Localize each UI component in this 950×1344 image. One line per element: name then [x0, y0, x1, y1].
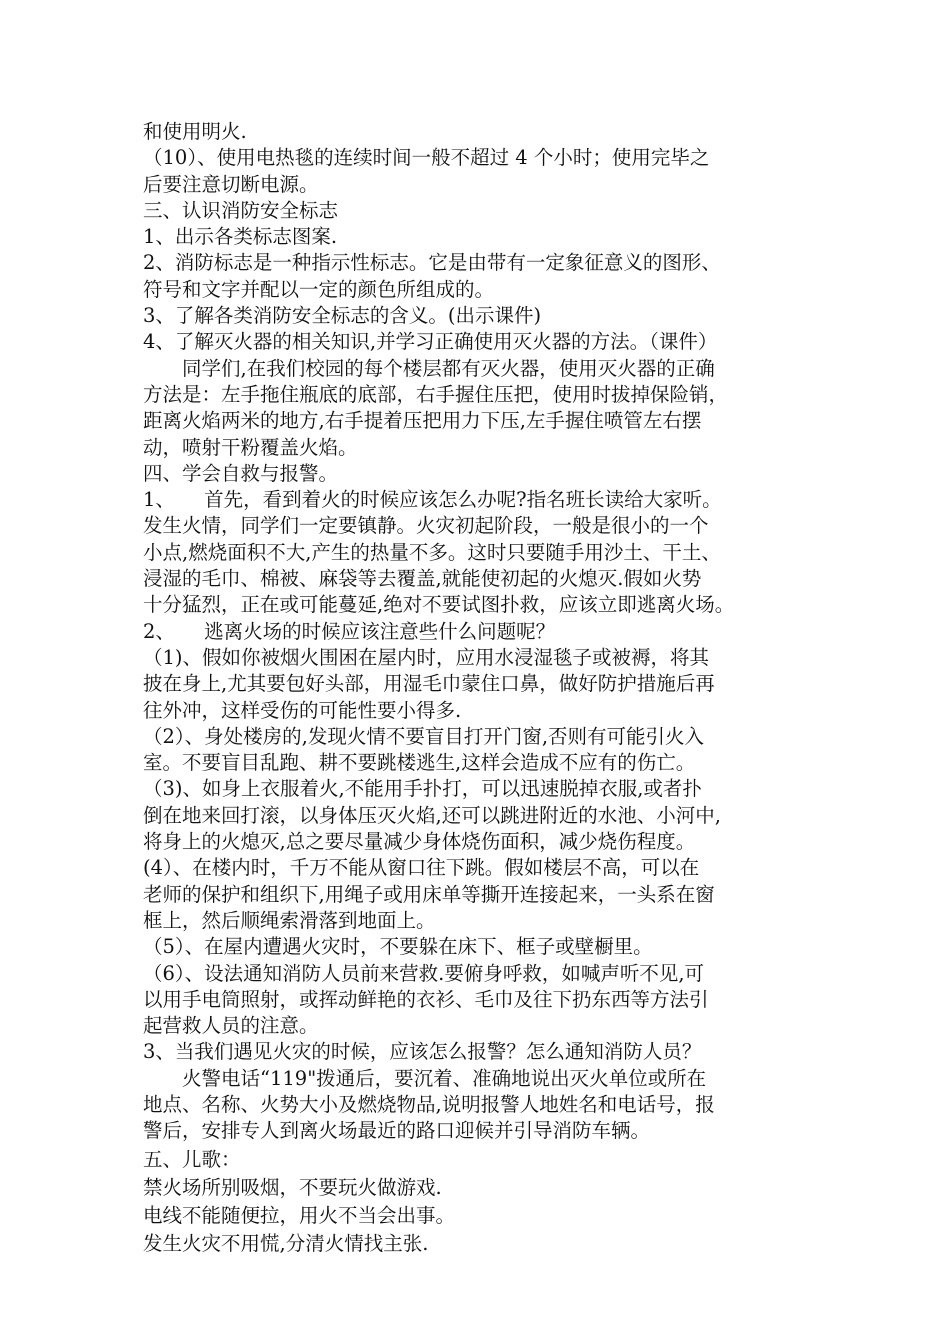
text-line: 地点、名称、火势大小及燃烧物品,说明报警人地姓名和电话号，报	[143, 1092, 715, 1116]
text-line: （10）、使用电热毯的连续时间一般不超过 4 个小时；使用完毕之	[143, 146, 710, 170]
text-line: 警后，安排专人到离火场最近的路口迎候并引导消防车辆。	[143, 1119, 651, 1143]
text-line: 3、当我们遇见火灾的时候，应该怎么报警？怎么通知消防人员？	[143, 1040, 702, 1064]
text-line: （1)、假如你被烟火围困在屋内时，应用水浸湿毯子或被褥，将其	[143, 645, 710, 669]
text-line: 3、了解各类消防安全标志的含义。(出示课件)	[143, 304, 542, 328]
text-line: 4、了解灭火器的相关知识,并学习正确使用灭火器的方法。（课件）	[143, 330, 718, 354]
text-line: 方法是：左手拖住瓶底的底部，右手握住压把，使用时拔掉保险销，	[143, 382, 729, 406]
poem-line: 发生火灾不用慌,分清火情找主张.	[143, 1232, 429, 1256]
text-line: 火警电话“119"拨通后，要沉着、准确地说出灭火单位或所在	[143, 1066, 707, 1090]
text-line: 符号和文字并配以一定的颜色所组成的。	[143, 277, 495, 301]
text-line: 后要注意切断电源。	[143, 172, 319, 196]
text-line: 1、 首先，看到着火的时候应该怎么办呢?指名班长读给大家听。	[143, 488, 722, 512]
text-line: （3)、如身上衣服着火,不能用手扑打，可以迅速脱掉衣服,或者扑	[143, 777, 702, 801]
text-line: 室。不要盲目乱跑、耕不要跳楼逃生,这样会造成不应有的伤亡。	[143, 751, 696, 775]
text-line: 同学们,在我们校园的每个楼层都有灭火器，使用灭火器的正确	[143, 356, 715, 380]
text-line: 1、出示各类标志图案.	[143, 225, 338, 249]
text-line: 2、消防标志是一种指示性标志。它是由带有一定象征意义的图形、	[143, 251, 721, 275]
text-line: 2、 逃离火场的时候应该注意些什么问题呢？	[143, 619, 556, 643]
poem-line: 电线不能随便拉，用火不当会出事。	[143, 1204, 456, 1228]
section-heading: 三、认识消防安全标志	[143, 198, 339, 222]
section-heading: 四、学会自救与报警。	[143, 461, 339, 485]
text-line: 以用手电筒照射，或挥动鲜艳的衣衫、毛巾及往下扔东西等方法引	[143, 987, 709, 1011]
section-heading: 五、儿歌：	[143, 1147, 241, 1171]
text-line: 往外冲，这样受伤的可能性要小得多.	[143, 698, 462, 722]
text-line: 将身上的火熄灭,总之要尽量减少身体烧伤面积，减少烧伤程度。	[143, 830, 696, 854]
text-line: 老师的保护和组织下,用绳子或用床单等撕开连接起来，一头系在窗	[143, 882, 715, 906]
text-line: 倒在地来回打滚，以身体压灭火焰,还可以跳进附近的水池、小河中,	[143, 803, 721, 827]
text-line: （6）、设法通知消防人员前来营救.要俯身呼救，如喊声听不见,可	[143, 961, 705, 985]
document-body	[143, 119, 815, 1258]
text-line: 框上，然后顺绳索滑落到地面上。	[143, 908, 436, 932]
text-line: 距离火焰两米的地方,右手提着压把用力下压,左手握住喷管左右摆	[143, 409, 702, 433]
text-line: 十分猛烈，正在或可能蔓延,绝对不要试图扑救，应该立即逃离火场。	[143, 593, 735, 617]
text-line: 动，喷射干粉覆盖火焰。	[143, 435, 358, 459]
text-line: (4）、在楼内时，千万不能从窗口往下跳。假如楼层不高，可以在	[143, 856, 700, 880]
text-line: （5）、在屋内遭遇火灾时，不要躲在床下、框子或壁橱里。	[143, 935, 653, 959]
text-line: 发生火情，同学们一定要镇静。火灾初起阶段，一般是很小的一个	[143, 514, 709, 538]
text-line: 披在身上,尤其要包好头部，用湿毛巾蒙住口鼻，做好防护措施后再	[143, 672, 715, 696]
text-line: （2）、身处楼房的,发现火情不要盲目打开门窗,否则有可能引火入	[143, 724, 705, 748]
text-line: 浸湿的毛巾、棉被、麻袋等去覆盖,就能使初起的火熄灭.假如火势	[143, 567, 702, 591]
text-line: 小点,燃烧面积不大,产生的热量不多。这时只要随手用沙土、干土、	[143, 540, 721, 564]
text-line: 和使用明火.	[143, 120, 247, 143]
text-line: 起营救人员的注意。	[143, 1014, 319, 1038]
poem-line: 禁火场所别吸烟，不要玩火做游戏.	[143, 1175, 442, 1199]
